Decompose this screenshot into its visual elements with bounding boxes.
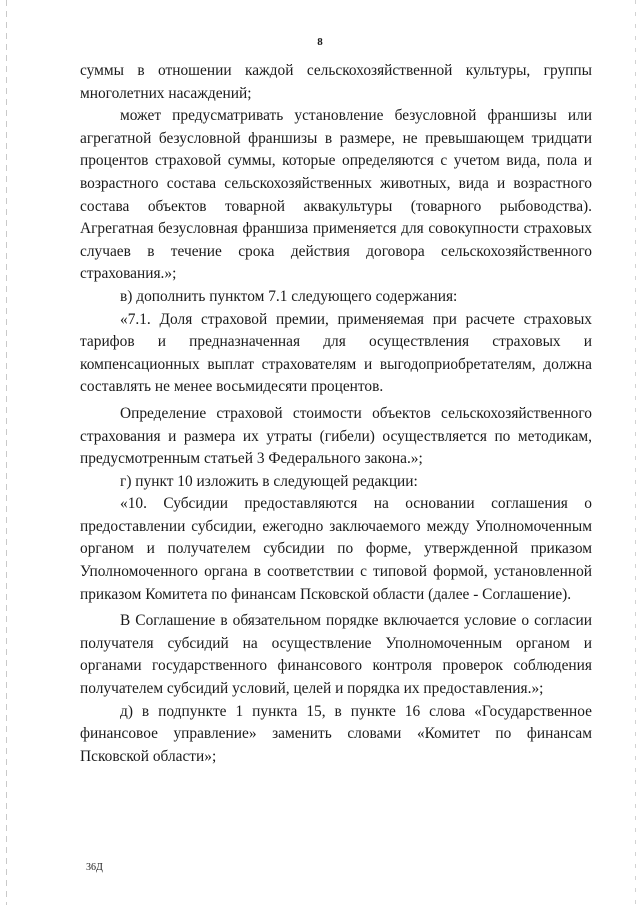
paragraph: «10. Субсидии предоставляются на основании соглашения о предоставлении субсидии, ежегодно заключаемого между Уполномоченным органом и получателем субсидии по форме, утвержденной приказом Уполномоченного органа в соответствии с типовой формой, установленной приказом Комитета по финансам Псковской области (далее - Соглашение). [80,495,592,603]
paragraph: в) дополнить пунктом 7.1 следующего содержания: [120,287,458,305]
scan-edge-right [635,0,636,905]
paragraph: «7.1. Доля страховой премии, применяемая при расчете страховых тарифов и предназначенная для осуществления страховых и компенсационных выплат страхователям и выгодоприобретателям, должна составлять не менее восьмидесяти процентов. [80,310,592,396]
paragraph: д) в подпункте 1 пункта 15, в пункте 16 слова «Государственное финансовое управление» заменить словами «Комитет по финансам Псковской области»; [80,702,592,765]
paragraph: г) пункт 10 изложить в следующей редакции: [120,472,418,490]
paragraph: может предусматривать установление безусловной франшизы или агрегатной безусловной франшизы в размере, не превышающем тридцати процентов страховой суммы, которые определяются с учетом вида, пола и возрастного состава сельскохозяйственных животных, вида и возрастного состава объектов товарной аквакультуры (товарного рыбоводства). Агрегатная безусловная франшиза применяется для совокупности страховых случаев в течение срока действия договора сельскохозяйственного страхования.»; [80,107,592,283]
scan-edge-left [6,0,7,905]
paragraph: суммы в отношении каждой сельскохозяйственной культуры, группы многолетних насаждений; [80,62,592,102]
page-number: 8 [317,36,323,48]
paragraph: Определение страховой стоимости объектов сельскохозяйственного страхования и размера их утраты (гибели) осуществляется по методикам, предусмотренным статьей 3 Федерального закона.»; [80,404,592,468]
document-body [80,60,592,768]
paragraph: В Соглашение в обязательном порядке включается условие о согласии получателя субсидий на осуществление Уполномоченным органом и органами государственного финансового контроля проверок соблюдения получателем субсидий условий, целей и порядка их предоставления.»; [80,612,592,698]
document-code: 36Д [86,862,103,873]
